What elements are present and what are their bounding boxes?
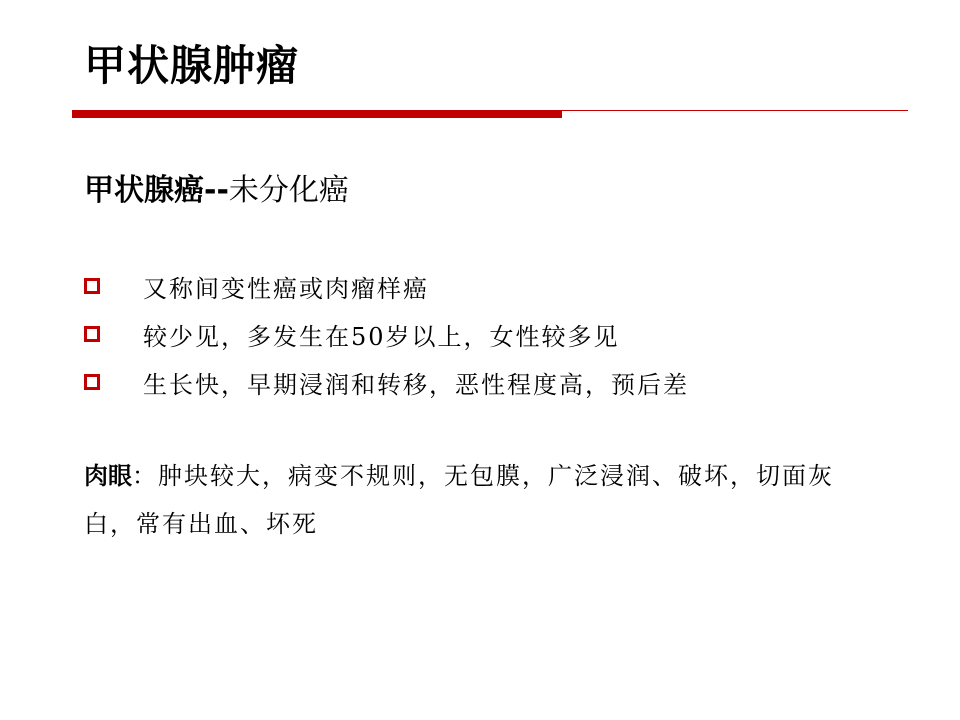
bullet-list (84, 262, 689, 406)
title-divider-accent (72, 111, 562, 118)
square-bullet-icon (84, 278, 100, 294)
gross-description (84, 452, 874, 548)
gross-description-lead: 肉眼 (84, 462, 132, 490)
bullet-text: 又称间变性癌或肉瘤样癌 (143, 274, 429, 303)
bullet-item (84, 358, 689, 406)
section-heading-main: 甲状腺癌-- (84, 173, 229, 208)
square-bullet-icon (84, 374, 100, 390)
slide-title: 甲状腺肿瘤 (84, 41, 300, 90)
section-heading (84, 168, 349, 214)
section-heading-rest: 未分化癌 (228, 173, 349, 208)
bullet-item (84, 310, 689, 358)
square-bullet-icon (84, 326, 100, 342)
bullet-item (84, 262, 689, 310)
bullet-text: 生长快，早期浸润和转移，恶性程度高，预后差 (143, 370, 689, 399)
bullet-text: 较少见，多发生在50岁以上，女性较多见 (143, 322, 620, 351)
gross-description-text: ：肿块较大，病变不规则，无包膜，广泛浸润、破坏，切面灰白，常有出血、坏死 (84, 462, 834, 538)
